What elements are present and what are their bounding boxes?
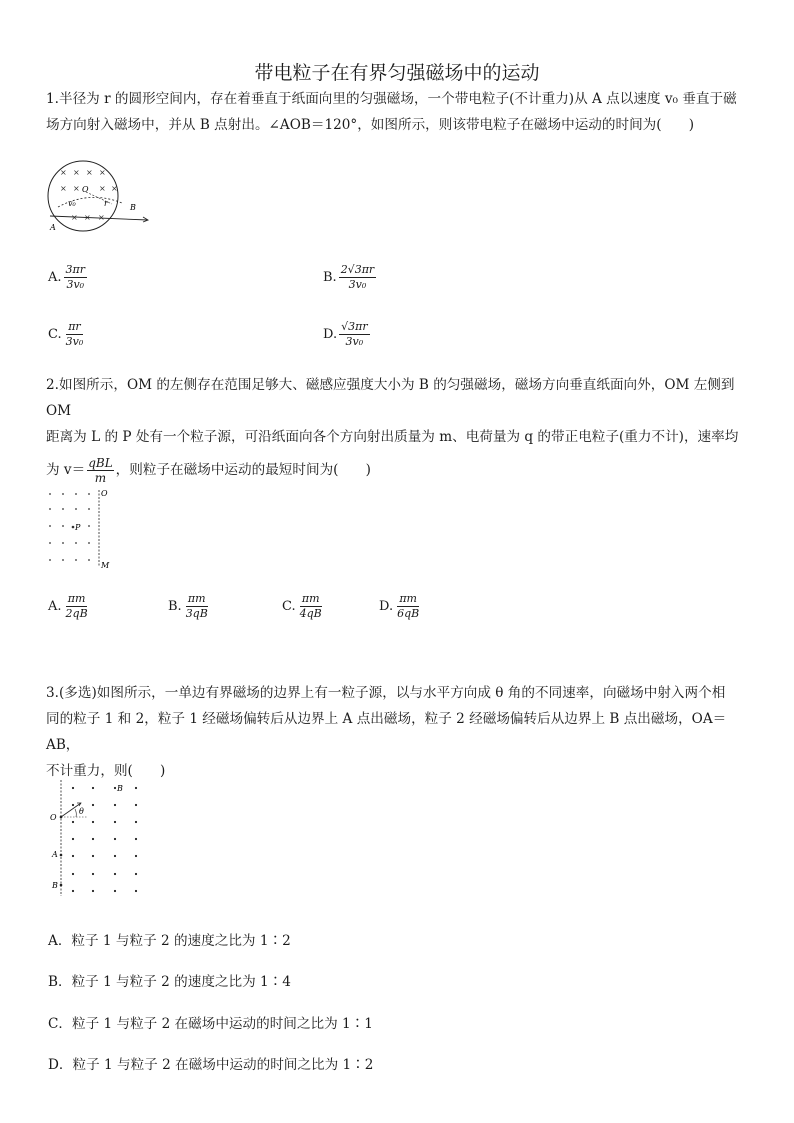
q3-option-c[interactable]: C．粒子 1 与粒子 2 在磁场中运动的时间之比为 1∶1 xyxy=(48,1016,373,1032)
q1-option-c-label: C. xyxy=(48,327,62,342)
q1-option-a-den: 3v₀ xyxy=(66,278,85,291)
q2-speed-den: m xyxy=(94,471,107,485)
q1-fig-label-b: B xyxy=(130,203,136,212)
q2-speed-num: qBL xyxy=(88,456,113,470)
q1-option-a-label: A. xyxy=(48,270,62,285)
q1-option-d-num: √3πr xyxy=(341,320,368,333)
q2-option-c-label: C. xyxy=(282,599,296,614)
question-3-line-1: 3.(多选)如图所示，一单边有界磁场的边界上有一粒子源，以与水平方向成 θ 角的不同速率，向磁场中射入两个相 xyxy=(46,685,726,701)
question-3-line-3: 不计重力，则( ) xyxy=(46,763,166,779)
q2-option-d-num: πm xyxy=(399,592,417,605)
q2-option-c-den: 4qB xyxy=(299,607,322,620)
svg-text:×: × xyxy=(84,213,91,222)
q1-option-b[interactable] xyxy=(323,263,376,292)
q1-fig-label-r: r xyxy=(104,199,108,208)
svg-text:×: × xyxy=(73,184,80,193)
q2-fig-label-m: M xyxy=(101,561,110,570)
q1-option-b-num: 2√3πr xyxy=(340,263,375,276)
svg-text:×: × xyxy=(99,168,106,177)
question-2-text xyxy=(46,372,758,485)
q2-line-3-pre: 为 v＝ xyxy=(46,462,86,478)
svg-text:×: × xyxy=(98,213,105,222)
question-1-line-2: 场方向射入磁场中，并从 B 点射出。∠AOB＝120°，如图所示，则该带电粒子在磁场中运动的时间为( ) xyxy=(46,117,695,133)
svg-text:×: × xyxy=(111,184,118,193)
q1-option-d[interactable] xyxy=(323,320,370,349)
q1-option-a-num: 3πr xyxy=(65,263,86,276)
q2-option-c[interactable] xyxy=(282,592,324,621)
q1-option-b-label: B. xyxy=(323,270,337,285)
q2-option-d-label: D. xyxy=(379,599,394,614)
q1-fig-label-v0: v₀ xyxy=(68,199,76,208)
q3-fig-label-o: O xyxy=(50,813,57,822)
q3-fig-label-b-top: B xyxy=(117,784,123,793)
svg-text:×: × xyxy=(86,168,93,177)
q2-option-b-den: 3qB xyxy=(185,607,208,620)
q1-option-c-num: πr xyxy=(68,320,81,333)
q1-option-c[interactable] xyxy=(48,320,85,349)
question-3-text xyxy=(46,680,758,784)
svg-text:×: × xyxy=(60,168,67,177)
q2-option-b[interactable] xyxy=(168,592,210,621)
question-1-figure xyxy=(40,158,160,238)
q1-option-d-label: D. xyxy=(323,327,338,342)
svg-text:×: × xyxy=(71,213,78,222)
q1-option-b-den: 3v₀ xyxy=(348,278,367,291)
q1-option-a[interactable] xyxy=(48,263,87,292)
q2-fig-label-p: P xyxy=(75,523,81,532)
q2-option-a-label: A. xyxy=(48,599,62,614)
page-title: 带电粒子在有界匀强磁场中的运动 xyxy=(254,62,540,84)
q2-option-a-num: πm xyxy=(67,592,86,605)
q3-fig-label-theta: θ xyxy=(79,807,84,816)
question-3-line-2: 同的粒子 1 和 2，粒子 1 经磁场偏转后从边界上 A 点出磁场，粒子 2 经磁场偏转后从边界上 B 点出磁场，OA＝AB， xyxy=(46,711,727,753)
q2-fig-label-o: O xyxy=(101,489,108,498)
svg-text:×: × xyxy=(60,184,67,193)
svg-text:×: × xyxy=(73,168,80,177)
q2-option-b-num: πm xyxy=(187,592,206,605)
q3-fig-label-b: B xyxy=(52,881,58,890)
question-1-line-1: 1.半径为 r 的圆形空间内，存在着垂直于纸面向里的匀强磁场，一个带电粒子(不计重力)从 A 点以速度 v₀ 垂直于磁 xyxy=(46,91,737,107)
question-2-figure xyxy=(44,488,124,572)
q1-fig-label-o: O xyxy=(82,185,89,194)
q3-option-b[interactable]: B．粒子 1 与粒子 2 的速度之比为 1∶4 xyxy=(48,974,291,990)
q1-option-d-den: 3v₀ xyxy=(345,335,364,348)
q3-fig-label-a: A xyxy=(52,850,58,859)
question-2-line-1: 2.如图所示，OM 的左侧存在范围足够大、磁感应强度大小为 B 的匀强磁场，磁场方向垂直纸面向外，OM 左侧到 OM xyxy=(46,377,735,419)
q2-line-3-post: ，则粒子在磁场中运动的最短时间为( ) xyxy=(115,462,371,478)
question-1-text xyxy=(46,86,758,138)
q2-option-d[interactable] xyxy=(379,592,421,621)
q2-option-a-den: 2qB xyxy=(65,607,88,620)
q2-option-a[interactable] xyxy=(48,592,90,621)
q3-option-d[interactable]: D．粒子 1 与粒子 2 在磁场中运动的时间之比为 1∶2 xyxy=(48,1057,374,1073)
q1-option-c-den: 3v₀ xyxy=(65,335,84,348)
q2-option-b-label: B. xyxy=(168,599,182,614)
q2-option-c-num: πm xyxy=(301,592,320,605)
question-2-line-2: 距离为 L 的 P 处有一个粒子源，可沿纸面向各个方向射出质量为 m、电荷量为 q 的带正电粒子(重力不计)，速率均 xyxy=(46,429,739,445)
q3-option-a[interactable]: A．粒子 1 与粒子 2 的速度之比为 1∶2 xyxy=(48,933,291,949)
q1-fig-label-a: A xyxy=(50,223,56,232)
q2-option-d-den: 6qB xyxy=(397,607,420,620)
svg-text:×: × xyxy=(99,184,106,193)
question-2-line-3 xyxy=(46,456,758,485)
question-3-figure xyxy=(48,778,148,898)
